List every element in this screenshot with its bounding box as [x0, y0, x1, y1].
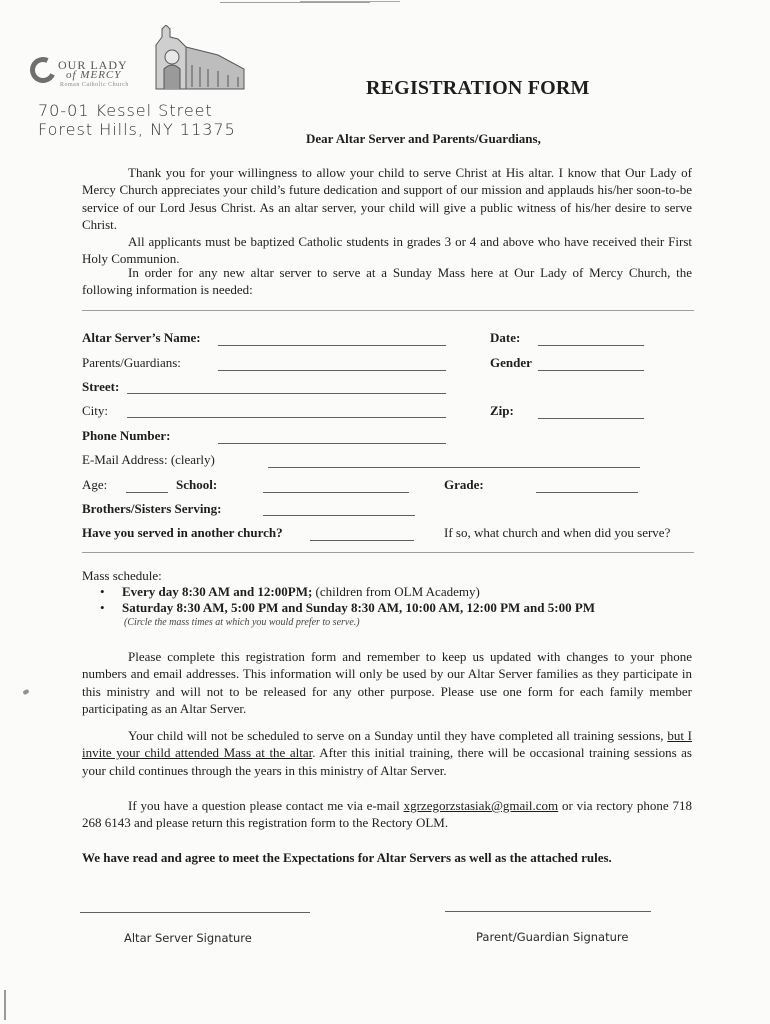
email-field[interactable] [268, 467, 640, 468]
address-city: Forest Hills, NY 11375 [38, 120, 236, 139]
date-label: Date: [490, 330, 521, 345]
bullet-icon: • [100, 600, 105, 615]
mass-schedule-item [100, 584, 480, 600]
logo-text-line3: Roman Catholic Church [60, 82, 129, 88]
contact-paragraph [82, 797, 692, 832]
mass-times-weekend: Saturday 8:30 AM, 5:00 PM and Sunday 8:30 AM, 10:00 AM, 12:00 PM and 5:00 PM [122, 600, 596, 615]
school-field[interactable] [263, 492, 409, 493]
server-name-label: Altar Server’s Name: [82, 330, 201, 345]
date-field[interactable] [538, 345, 644, 346]
training-paragraph [82, 727, 692, 779]
siblings-label: Brothers/Sisters Serving: [82, 501, 222, 516]
training-text-underlined: but I invite your child attended Mass at the altar [82, 728, 692, 761]
contact-text-a: If you have a question please contact me via e-mail [128, 798, 404, 813]
intro-paragraph-3 [82, 264, 692, 299]
intro-paragraph-1-text: Thank you for your willingness to allow your child to serve Christ at His altar. I know that Our Lady of Mercy Church appreciates your child’s future dedication and support of our mission and applauds his/her soon-to-be service of our Lord Jesus Christ. As an altar server, your child will give a public witness of his/her desire to serve Christ. [82, 165, 692, 233]
church-logo [30, 25, 250, 100]
served-other-label: Have you served in another church? [82, 525, 283, 540]
intro-paragraph-3-text: In order for any new altar server to serve at a Sunday Mass here at Our Lady of Mercy Church, the following information is needed: [82, 265, 692, 298]
phone-field[interactable] [218, 443, 446, 444]
training-text-a: Your child will not be scheduled to serve on a Sunday until they have completed all training sessions, [128, 728, 668, 743]
intro-paragraph-2 [82, 233, 692, 268]
scan-artifact [22, 689, 29, 695]
street-label: Street: [82, 379, 120, 394]
swirl-emblem-icon [26, 53, 59, 86]
logo-text-line2: of MERCY [66, 69, 122, 81]
phone-label: Phone Number: [82, 428, 171, 443]
mass-schedule-item [100, 600, 595, 616]
gender-field[interactable] [538, 370, 644, 371]
gender-label: Gender [490, 355, 532, 370]
parent-signature-field[interactable] [445, 911, 651, 912]
grade-label: Grade: [444, 477, 484, 492]
which-church-field[interactable] [82, 552, 694, 553]
served-other-field[interactable] [310, 540, 414, 541]
church-building-icon [148, 25, 248, 91]
circle-instruction: (Circle the mass times at which you would prefer to serve.) [124, 617, 360, 628]
street-field[interactable] [127, 393, 446, 394]
zip-field[interactable] [538, 418, 644, 419]
parents-field[interactable] [218, 370, 446, 371]
server-name-field[interactable] [218, 345, 446, 346]
contact-email-link[interactable]: xgrzegorzstasiak@gmail.com [403, 798, 559, 813]
zip-label: Zip: [490, 403, 514, 418]
parent-signature-label: Parent/Guardian Signature [476, 930, 629, 944]
scan-artifact [4, 990, 6, 1020]
update-info-text: Please complete this registration form and remember to keep us updated with changes to your phone numbers and email addresses. This information will only be used by our Altar Server families as they participate in this ministry and will not to be released for any other purpose. Please use one form for each family member participating as an Altar Server. [82, 649, 692, 717]
mass-schedule-heading: Mass schedule: [82, 568, 162, 583]
which-church-label: If so, what church and when did you serve? [444, 525, 671, 540]
agreement-statement: We have read and agree to meet the Expectations for Altar Servers as well as the attached rules. [82, 850, 612, 865]
intro-paragraph-2-text: All applicants must be baptized Catholic students in grades 3 or 4 and above who have received their First Holy Communion. [82, 234, 692, 267]
address-street: 70-01 Kessel Street [38, 101, 213, 120]
age-field[interactable] [126, 492, 168, 493]
school-label: School: [176, 477, 218, 492]
age-label: Age: [82, 477, 108, 492]
bullet-icon: • [100, 584, 105, 599]
intro-paragraph-1 [82, 164, 692, 234]
page-title: REGISTRATION FORM [366, 77, 590, 99]
parents-label: Parents/Guardians: [82, 355, 181, 370]
mass-times-weekday: Every day 8:30 AM and 12:00PM; [122, 584, 313, 599]
training-text-b: . After this initial training, there will be occasional training sessions as your child continues through the years in this ministry of Altar Server. [82, 745, 692, 778]
contact-text-b: or via rectory phone 718 268 6143 and please return this registration form to the Rectory OLM. [82, 798, 692, 831]
city-label: City: [82, 403, 109, 418]
update-info-paragraph [82, 648, 692, 718]
mass-times-note: (children from OLM Academy) [312, 584, 480, 599]
scan-artifact [300, 1, 400, 2]
logo-text-line1: OUR LADY [58, 58, 128, 72]
section-divider [82, 310, 694, 311]
grade-field[interactable] [536, 492, 638, 493]
siblings-field[interactable] [263, 515, 415, 516]
city-field[interactable] [127, 417, 446, 418]
altar-server-signature-field[interactable] [80, 912, 310, 913]
altar-server-signature-label: Altar Server Signature [124, 931, 252, 945]
scan-artifact [220, 2, 370, 3]
email-label: E-Mail Address: (clearly) [82, 452, 215, 467]
salutation: Dear Altar Server and Parents/Guardians, [306, 131, 541, 146]
